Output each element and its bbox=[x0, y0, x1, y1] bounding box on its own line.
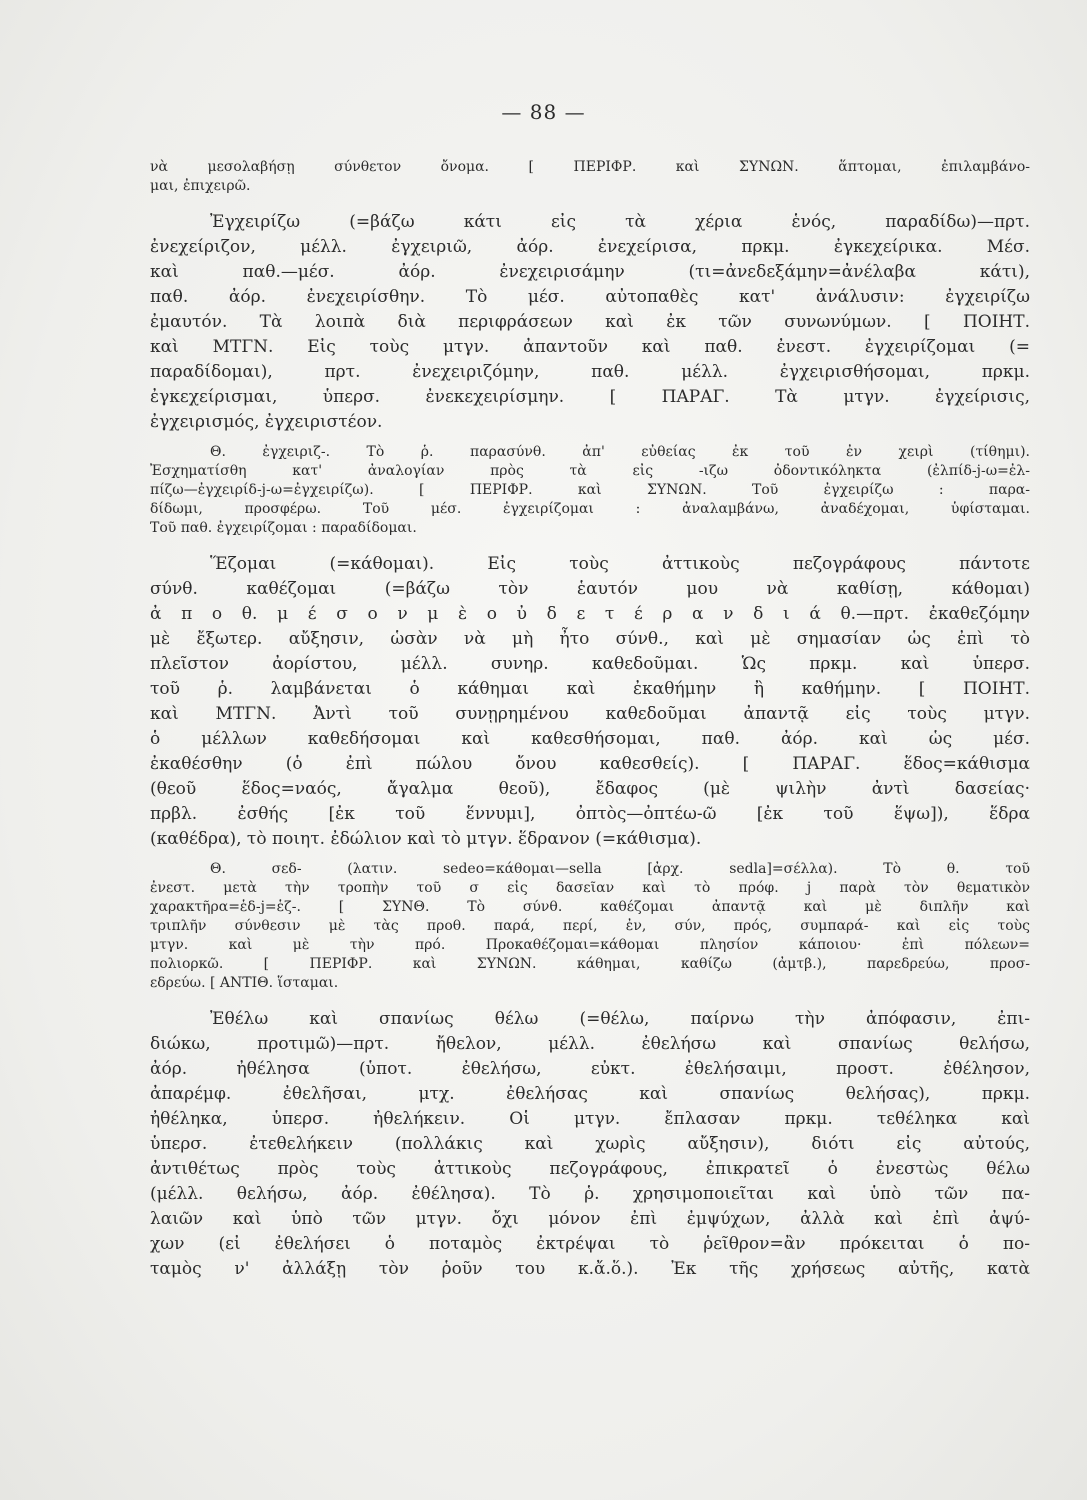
text-line: παραδίδομαι), πρτ. ἐνεχειριζόμην, παθ. μέλλ. ἐγχειρισθήσομαι, πρκμ. bbox=[150, 362, 1030, 382]
text-line: ἀόρ. ἠθέλησα (ὑποτ. ἐθελήσω, εὐκτ. ἐθελήσαιμι, προστ. ἐθέλησον, bbox=[150, 1059, 1030, 1079]
text-line: Ἐσχηματίσθη κατ' ἀναλογίαν πρὸς τὰ εἰς -ιζω ὀδοντικόληκτα (ἐλπίδ-j-ω=ἐλ- bbox=[150, 463, 1030, 479]
text-line: νὰ μεσολαβήσῃ σύνθετον ὄνομα. [ ΠΕΡΙΦΡ. καὶ ΣΥΝΩΝ. ἅπτομαι, ἐπιλαμβάνο- bbox=[150, 159, 1030, 175]
text-line: Θ. σεδ- (λατιν. sedeo=κάθομαι—sella [ἀρχ. sedla]=σέλλα). Τὸ θ. τοῦ bbox=[210, 861, 1030, 877]
entry-egcheirizo bbox=[150, 210, 1030, 435]
text-line: ὑπερσ. ἐτεθελήκειν (πολλάκις καὶ χωρὶς αὔξησιν), διότι εἰς αὐτούς, bbox=[150, 1134, 1030, 1154]
text-line: ἀντιθέτως πρὸς τοὺς ἀττικοὺς πεζογράφους, ἐπικρατεῖ ὁ ἐνεστὼς θέλω bbox=[150, 1159, 1030, 1179]
text-line: χων (εἰ ἐθελήσει ὁ ποταμὸς ἐκτρέψαι τὸ ῥεῖθρον=ἂν πρόκειται ὁ πο- bbox=[150, 1234, 1030, 1254]
text-line: ἐκαθέσθην (ὁ ἐπὶ πώλου ὄνου καθεσθείς). [ ΠΑΡΑΓ. ἕδος=κάθισμα bbox=[150, 754, 1030, 774]
text-line: καὶ παθ.—μέσ. ἀόρ. ἐνεχειρισάμην (τι=ἀνεδεξάμην=ἀνέλαβα κάτι), bbox=[150, 262, 1030, 282]
text-line: ἐγκεχείρισμαι, ὑπερσ. ἐνεκεχειρίσμην. [ ΠΑΡΑΓ. Τὰ μτγν. ἐγχείρισις, bbox=[150, 387, 1030, 407]
page-number: — 88 — bbox=[501, 100, 586, 124]
text-line: τριπλῆν σύνθεσιν μὲ τὰς προθ. παρά, περί, ἐν, σύν, πρός, συμπαρά- καὶ εἰς τοὺς bbox=[150, 918, 1030, 934]
text-line: ἐνεχείριζον, μέλλ. ἐγχειριῶ, ἀόρ. ἐνεχείρισα, πρκμ. ἐγκεχείρικα. Μέσ. bbox=[150, 237, 1030, 257]
entry-egcheirizo-theta bbox=[150, 443, 1030, 538]
text-line: πλεῖστον ἀορίστου, μέλλ. συνηρ. καθεδοῦμαι. Ὡς πρκμ. καὶ ὑπερσ. bbox=[150, 654, 1030, 674]
text-line: πολιορκῶ. [ ΠΕΡΙΦΡ. καὶ ΣΥΝΩΝ. κάθημαι, καθίζω (ἀμτβ.), παρεδρεύω, προσ- bbox=[150, 956, 1030, 972]
text-line: μαι, ἐπιχειρῶ. bbox=[150, 178, 251, 194]
text-line: Ἐθέλω καὶ σπανίως θέλω (=θέλω, παίρνω τὴν ἀπόφασιν, ἐπι- bbox=[210, 1009, 1030, 1029]
text-line: ἐμαυτόν. Τὰ λοιπὰ διὰ περιφράσεων καὶ ἐκ τῶν συνωνύμων. [ ΠΟΙΗΤ. bbox=[150, 312, 1030, 332]
text-line: (καθέδρα), τὸ ποιητ. ἐδώλιον καὶ τὸ μτγν. ἕδρανον (=κάθισμα). bbox=[150, 829, 702, 849]
text-line: δίδωμι, προσφέρω. Τοῦ μέσ. ἐγχειρίζομαι : ἀναλαμβάνω, ἀναδέχομαι, ὑφίσταμαι. bbox=[150, 501, 1030, 517]
text-line: λαιῶν καὶ ὑπὸ τῶν μτγν. ὄχι μόνον ἐπὶ ἐμψύχων, ἀλλὰ καὶ ἐπὶ ἀψύ- bbox=[150, 1209, 1030, 1229]
text-line: ἐγχειρισμός, ἐγχειριστέον. bbox=[150, 412, 383, 432]
text-line: μὲ ἔξωτερ. αὔξησιν, ὡσὰν νὰ μὴ ἦτο σύνθ., καὶ μὲ σημασίαν ὡς ἐπὶ τὸ bbox=[150, 629, 1030, 649]
page-body bbox=[150, 158, 1030, 1282]
text-line: χαρακτῆρα=ἑδ-j=ἑζ-. [ ΣΥΝΘ. Τὸ σύνθ. καθέζομαι ἀπαντᾷ καὶ μὲ διπλῆν καὶ bbox=[150, 899, 1030, 915]
entry-hezomai-theta bbox=[150, 860, 1030, 993]
text-line: Θ. ἐγχειριζ-. Τὸ ῥ. παρασύνθ. ἀπ' εὐθείας ἐκ τοῦ ἐν χειρὶ (τίθημι). bbox=[210, 444, 1030, 460]
text-line: διώκω, προτιμῶ)—πρτ. ἤθελον, μέλλ. ἐθελήσω καὶ σπανίως θελήσω, bbox=[150, 1034, 1030, 1054]
text-line: Ἐγχειρίζω (=βάζω κάτι εἰς τὰ χέρια ἑνός, παραδίδω)—πρτ. bbox=[210, 212, 1030, 232]
text-line: καὶ ΜΤΓΝ. Εἰς τοὺς μτγν. ἀπαντοῦν καὶ παθ. ἐνεστ. ἐγχειρίζομαι (= bbox=[150, 337, 1030, 357]
text-line: ὁ μέλλων καθεδήσομαι καὶ καθεσθήσομαι, παθ. ἀόρ. καὶ ὡς μέσ. bbox=[150, 729, 1030, 749]
text-line: πίζω—ἐγχειρίδ-j-ω=ἐγχειρίζω). [ ΠΕΡΙΦΡ. καὶ ΣΥΝΩΝ. Τοῦ ἐγχειρίζω : παρα- bbox=[150, 482, 1030, 498]
text-line: τοῦ ῥ. λαμβάνεται ὁ κάθημαι καὶ ἐκαθήμην ἢ καθήμην. [ ΠΟΙΗΤ. bbox=[150, 679, 1030, 699]
text-line: εδρεύω. [ ΑΝΤΙΘ. ἵσταμαι. bbox=[150, 975, 339, 991]
text-line: παθ. ἀόρ. ἐνεχειρίσθην. Τὸ μέσ. αὐτοπαθὲς κατ' ἀνάλυσιν: ἐγχειρίζω bbox=[150, 287, 1030, 307]
text-line: καὶ ΜΤΓΝ. Ἀντὶ τοῦ συνῃρημένου καθεδοῦμαι ἀπαντᾷ εἰς τοὺς μτγν. bbox=[150, 704, 1030, 724]
text-line: σύνθ. καθέζομαι (=βάζω τὸν ἑαυτόν μου νὰ καθίσῃ, κάθομαι) bbox=[150, 579, 1030, 599]
entry-ethelo bbox=[150, 1007, 1030, 1282]
text-line: Τοῦ παθ. ἐγχειρίζομαι : παραδίδομαι. bbox=[150, 520, 417, 536]
text-line: ἀ π ο θ. μ έ σ ο ν μ ὲ ο ὐ δ ε τ έ ρ α ν δ ι ά θ.—πρτ. ἐκαθεζόμην bbox=[150, 604, 1030, 624]
entry-hezomai bbox=[150, 552, 1030, 852]
text-line: ἐνεστ. μετὰ τὴν τροπὴν τοῦ σ εἰς δασεῖαν καὶ τὸ πρόφ. j παρὰ τὸν θεματικὸν bbox=[150, 880, 1030, 896]
text-line: (θεοῦ ἕδος=ναός, ἄγαλμα θεοῦ), ἔδαφος (μὲ ψιλὴν ἀντὶ δασείας· bbox=[150, 779, 1030, 799]
text-line: μτγν. καὶ μὲ τὴν πρό. Προκαθέζομαι=κάθομαι πλησίον κάποιου· ἐπὶ πόλεων= bbox=[150, 937, 1030, 953]
text-line: ἀπαρέμφ. ἐθελῆσαι, μτχ. ἐθελήσας καὶ σπανίως θελήσας), πρκμ. bbox=[150, 1084, 1030, 1104]
entry-intro bbox=[150, 158, 1030, 196]
text-line: (μέλλ. θελήσω, ἀόρ. ἐθέλησα). Τὸ ῥ. χρησιμοποιεῖται καὶ ὑπὸ τῶν πα- bbox=[150, 1184, 1030, 1204]
text-line: πρβλ. ἐσθής [ἐκ τοῦ ἕννυμι], ὀπτὸς—ὀπτέω-ῶ [ἐκ τοῦ ἕψω]), ἕδρα bbox=[150, 804, 1030, 824]
text-line: Ἕζομαι (=κάθομαι). Εἰς τοὺς ἀττικοὺς πεζογράφους πάντοτε bbox=[210, 554, 1030, 574]
text-line: ἠθέληκα, ὑπερσ. ἠθελήκειν. Οἱ μτγν. ἔπλασαν πρκμ. τεθέληκα καὶ bbox=[150, 1109, 1030, 1129]
text-line: ταμὸς ν' ἀλλάξῃ τὸν ῥοῦν του κ.ἄ.ὅ.). Ἐκ τῆς χρήσεως αὐτῆς, κατὰ bbox=[150, 1259, 1030, 1279]
